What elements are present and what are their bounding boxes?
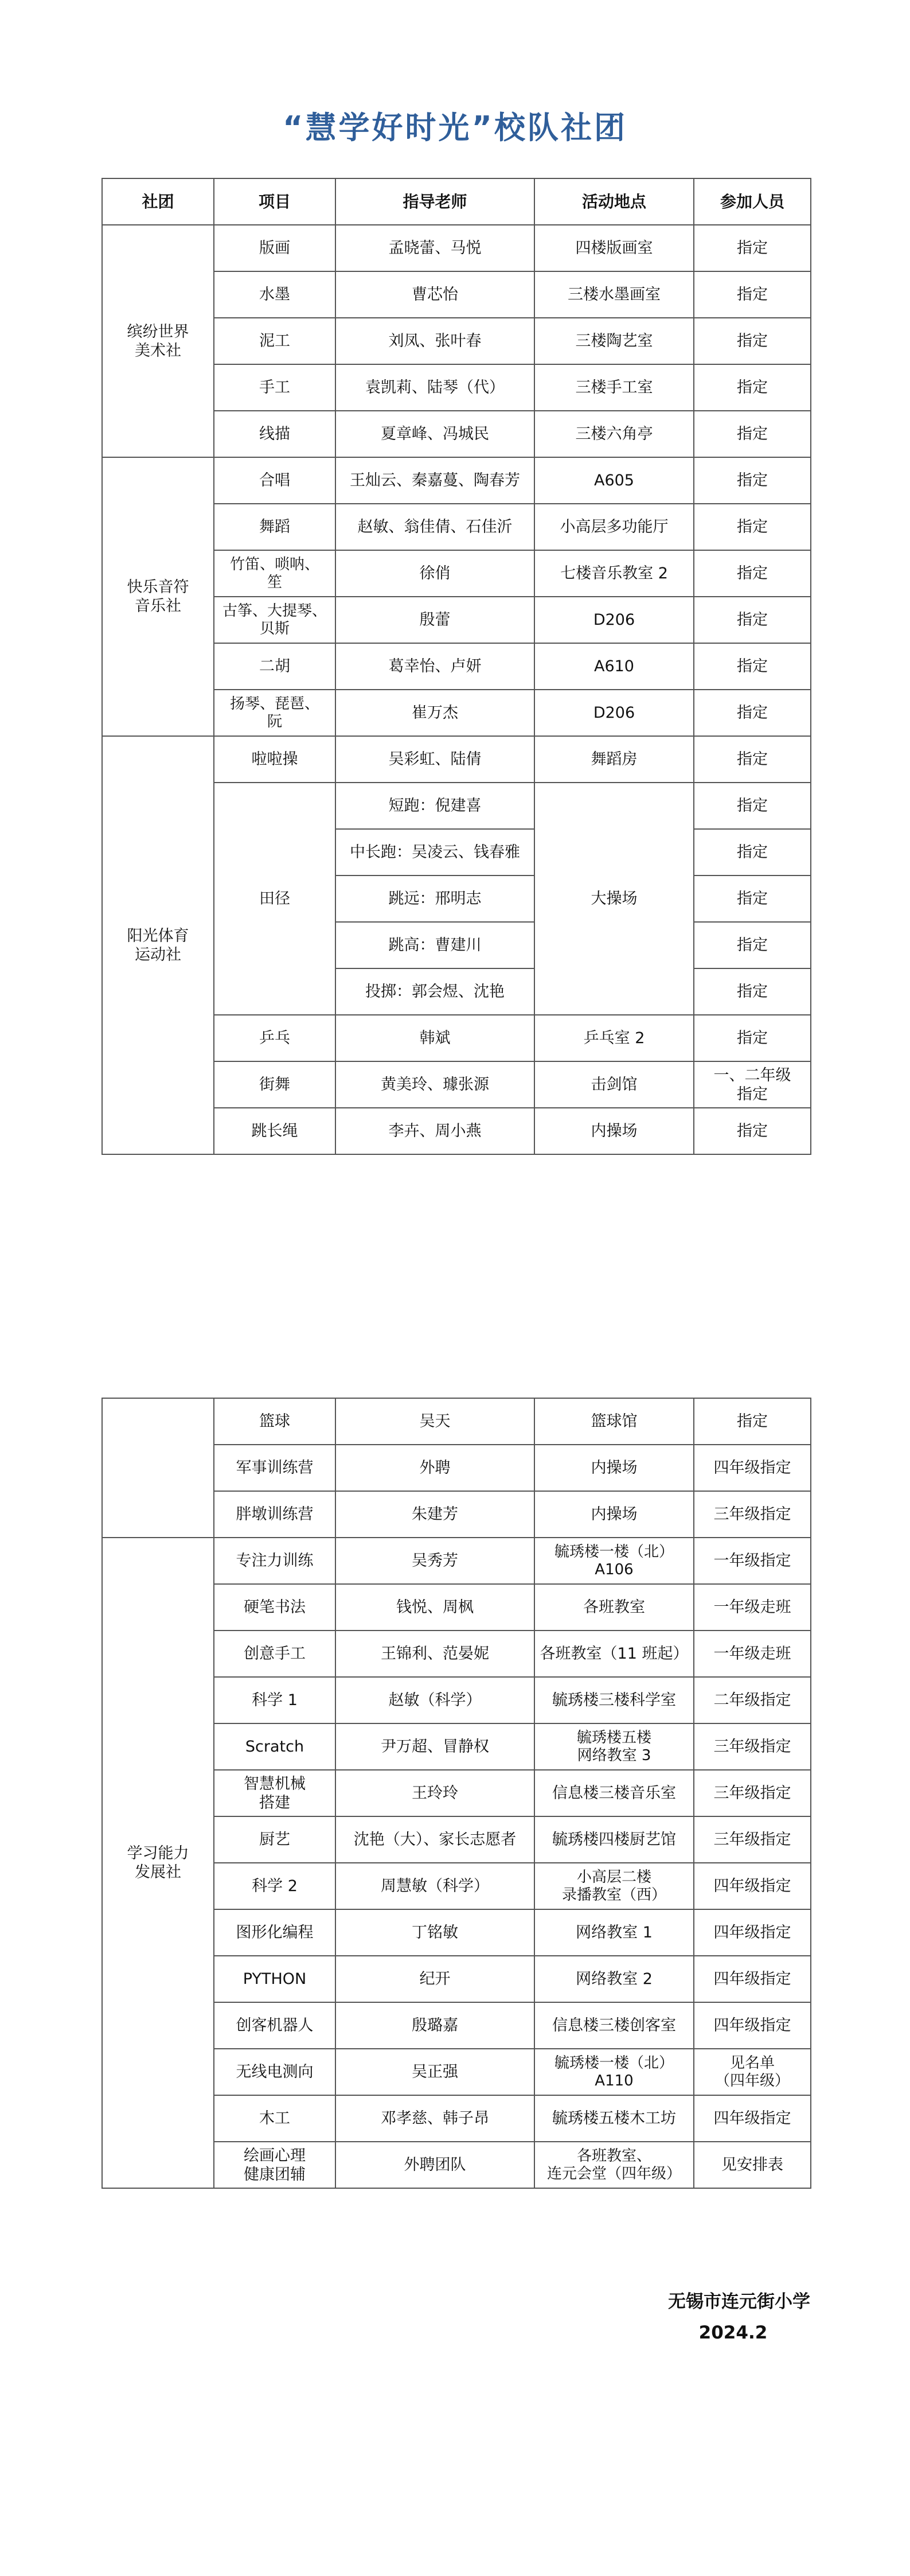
- document-date: 2024.2: [698, 2322, 768, 2343]
- project-cell: 版画: [214, 225, 335, 271]
- table-2-body: [102, 1398, 811, 2188]
- project-cell: 绘画心理 健康团辅: [214, 2142, 335, 2188]
- members-cell: 一年级指定: [694, 1538, 811, 1584]
- location-cell: D206: [534, 690, 694, 736]
- location-cell: 内操场: [534, 1491, 694, 1538]
- project-cell: 二胡: [214, 643, 335, 690]
- project-cell: 古筝、大提琴、 贝斯: [214, 597, 335, 643]
- location-cell: 三楼手工室: [534, 364, 694, 411]
- header-teacher: 指导老师: [335, 178, 534, 225]
- location-cell: A605: [534, 457, 694, 504]
- members-cell: 三年级指定: [694, 1491, 811, 1538]
- members-cell: 指定: [694, 1015, 811, 1061]
- members-cell: 四年级指定: [694, 2002, 811, 2049]
- project-cell: 水墨: [214, 271, 335, 318]
- location-cell: 篮球馆: [534, 1398, 694, 1445]
- members-cell: 指定: [694, 690, 811, 736]
- teacher-cell: 朱建芳: [335, 1491, 534, 1538]
- teacher-cell: 周慧敏（科学）: [335, 1863, 534, 1909]
- location-cell-track: 大操场: [534, 783, 694, 1015]
- project-cell: 线描: [214, 411, 335, 457]
- members-cell: 二年级指定: [694, 1677, 811, 1723]
- club-name-sports: 阳光体育 运动社: [102, 736, 214, 1154]
- club-name-music: 快乐音符 音乐社: [102, 457, 214, 736]
- location-cell: 三楼水墨画室: [534, 271, 694, 318]
- club-name-art: 缤纷世界 美术社: [102, 225, 214, 457]
- members-cell: 指定: [694, 597, 811, 643]
- members-cell: 指定: [694, 875, 811, 922]
- members-cell: 指定: [694, 550, 811, 597]
- location-cell: 各班教室、 连元会堂（四年级）: [534, 2142, 694, 2188]
- location-cell: 毓琇楼一楼（北） A106: [534, 1538, 694, 1584]
- location-cell: 小高层二楼 录播教室（西）: [534, 1863, 694, 1909]
- location-cell: 七楼音乐教室 2: [534, 550, 694, 597]
- location-cell: A610: [534, 643, 694, 690]
- teacher-cell: 吴正强: [335, 2049, 534, 2095]
- project-cell: 泥工: [214, 318, 335, 364]
- project-cell: 专注力训练: [214, 1538, 335, 1584]
- project-cell: 创意手工: [214, 1631, 335, 1677]
- members-cell: 一年级走班: [694, 1584, 811, 1631]
- location-cell: D206: [534, 597, 694, 643]
- members-cell: 四年级指定: [694, 1909, 811, 1956]
- members-cell: 三年级指定: [694, 1723, 811, 1770]
- project-cell: 胖墩训练营: [214, 1491, 335, 1538]
- teacher-cell: 跳远：邢明志: [335, 875, 534, 922]
- location-cell: 内操场: [534, 1445, 694, 1491]
- teacher-cell: 王灿云、秦嘉蔓、陶春芳: [335, 457, 534, 504]
- teacher-cell: 赵敏、翁佳倩、石佳沂: [335, 504, 534, 550]
- teacher-cell: 吴天: [335, 1398, 534, 1445]
- members-cell: 指定: [694, 1108, 811, 1154]
- teacher-cell: 跳高：曹建川: [335, 922, 534, 968]
- teacher-cell: 赵敏（科学）: [335, 1677, 534, 1723]
- header-project: 项目: [214, 178, 335, 225]
- members-cell: 四年级指定: [694, 1863, 811, 1909]
- members-cell: 指定: [694, 736, 811, 783]
- club-table-part-2: [101, 1398, 811, 2189]
- table-row: [102, 225, 811, 271]
- teacher-cell: 短跑：倪建喜: [335, 783, 534, 829]
- location-cell: 毓琇楼一楼（北） A110: [534, 2049, 694, 2095]
- teacher-cell: 纪开: [335, 1956, 534, 2002]
- members-cell: 指定: [694, 318, 811, 364]
- teacher-cell: 袁凯莉、陆琴（代）: [335, 364, 534, 411]
- teacher-cell: 韩斌: [335, 1015, 534, 1061]
- teacher-cell: 吴秀芳: [335, 1538, 534, 1584]
- members-cell: 指定: [694, 504, 811, 550]
- teacher-cell: 中长跑：吴凌云、钱春雅: [335, 829, 534, 875]
- teacher-cell: 尹万超、冒静权: [335, 1723, 534, 1770]
- table-row: [102, 736, 811, 783]
- project-cell: 科学 1: [214, 1677, 335, 1723]
- club-table-part-1: [101, 178, 811, 1155]
- header-row: [102, 178, 811, 225]
- location-cell: 四楼版画室: [534, 225, 694, 271]
- teacher-cell: 外聘团队: [335, 2142, 534, 2188]
- project-cell: 合唱: [214, 457, 335, 504]
- members-cell: 指定: [694, 271, 811, 318]
- members-cell: 一、二年级 指定: [694, 1061, 811, 1108]
- project-cell: 军事训练营: [214, 1445, 335, 1491]
- table-row: [102, 1398, 811, 1445]
- location-cell: 击剑馆: [534, 1061, 694, 1108]
- location-cell: 毓琇楼五楼木工坊: [534, 2095, 694, 2142]
- members-cell: 指定: [694, 643, 811, 690]
- project-cell: 硬笔书法: [214, 1584, 335, 1631]
- members-cell: 指定: [694, 1398, 811, 1445]
- members-cell: 指定: [694, 968, 811, 1015]
- location-cell: 毓琇楼三楼科学室: [534, 1677, 694, 1723]
- members-cell: 指定: [694, 829, 811, 875]
- header-club: 社团: [102, 178, 214, 225]
- location-cell: 舞蹈房: [534, 736, 694, 783]
- teacher-cell: 沈艳（大）、家长志愿者: [335, 1816, 534, 1863]
- members-cell: 三年级指定: [694, 1770, 811, 1816]
- project-cell-track: 田径: [214, 783, 335, 1015]
- members-cell: 指定: [694, 457, 811, 504]
- teacher-cell: 王玲玲: [335, 1770, 534, 1816]
- teacher-cell: 崔万杰: [335, 690, 534, 736]
- members-cell: 四年级指定: [694, 1956, 811, 2002]
- teacher-cell: 邓孝慈、韩子昂: [335, 2095, 534, 2142]
- club-name-sports-continued: [102, 1398, 214, 1538]
- project-cell: 手工: [214, 364, 335, 411]
- project-cell: 创客机器人: [214, 2002, 335, 2049]
- teacher-cell: 夏章峰、冯城民: [335, 411, 534, 457]
- location-cell: 三楼六角亭: [534, 411, 694, 457]
- project-cell: 竹笛、唢呐、 笙: [214, 550, 335, 597]
- project-cell: 跳长绳: [214, 1108, 335, 1154]
- project-cell: 科学 2: [214, 1863, 335, 1909]
- members-cell: 指定: [694, 922, 811, 968]
- teacher-cell: 李卉、周小燕: [335, 1108, 534, 1154]
- teacher-cell: 曹芯怡: [335, 271, 534, 318]
- location-cell: 各班教室（11 班起）: [534, 1631, 694, 1677]
- location-cell: 内操场: [534, 1108, 694, 1154]
- project-cell: 木工: [214, 2095, 335, 2142]
- teacher-cell: 外聘: [335, 1445, 534, 1491]
- members-cell: 见名单 （四年级）: [694, 2049, 811, 2095]
- project-cell: 啦啦操: [214, 736, 335, 783]
- members-cell: 四年级指定: [694, 1445, 811, 1491]
- teacher-cell: 殷蕾: [335, 597, 534, 643]
- project-cell: 舞蹈: [214, 504, 335, 550]
- members-cell: 指定: [694, 225, 811, 271]
- location-cell: 毓琇楼五楼 网络教室 3: [534, 1723, 694, 1770]
- teacher-cell: 徐俏: [335, 550, 534, 597]
- members-cell: 三年级指定: [694, 1816, 811, 1863]
- location-cell: 信息楼三楼创客室: [534, 2002, 694, 2049]
- location-cell: 乒乓室 2: [534, 1015, 694, 1061]
- location-cell: 网络教室 2: [534, 1956, 694, 2002]
- teacher-cell: 黄美玲、璩张源: [335, 1061, 534, 1108]
- members-cell: 指定: [694, 783, 811, 829]
- project-cell: 乒乓: [214, 1015, 335, 1061]
- teacher-cell: 吴彩虹、陆倩: [335, 736, 534, 783]
- project-cell: 无线电测向: [214, 2049, 335, 2095]
- club-name-learning: 学习能力 发展社: [102, 1538, 214, 2188]
- members-cell: 一年级走班: [694, 1631, 811, 1677]
- project-cell: 扬琴、琵琶、 阮: [214, 690, 335, 736]
- teacher-cell: 丁铭敏: [335, 1909, 534, 1956]
- project-cell: 篮球: [214, 1398, 335, 1445]
- page-title: “慧学好时光”校队社团: [283, 110, 627, 146]
- project-cell: 智慧机械 搭建: [214, 1770, 335, 1816]
- members-cell: 见安排表: [694, 2142, 811, 2188]
- project-cell: Scratch: [214, 1723, 335, 1770]
- project-cell: 街舞: [214, 1061, 335, 1108]
- header-location: 活动地点: [534, 178, 694, 225]
- location-cell: 三楼陶艺室: [534, 318, 694, 364]
- members-cell: 四年级指定: [694, 2095, 811, 2142]
- location-cell: 网络教室 1: [534, 1909, 694, 1956]
- members-cell: 指定: [694, 411, 811, 457]
- location-cell: 毓琇楼四楼厨艺馆: [534, 1816, 694, 1863]
- teacher-cell: 投掷：郭会煜、沈艳: [335, 968, 534, 1015]
- table-row: [102, 1538, 811, 1584]
- teacher-cell: 孟晓蕾、马悦: [335, 225, 534, 271]
- location-cell: 信息楼三楼音乐室: [534, 1770, 694, 1816]
- members-cell: 指定: [694, 364, 811, 411]
- teacher-cell: 刘凤、张叶春: [335, 318, 534, 364]
- teacher-cell: 殷璐嘉: [335, 2002, 534, 2049]
- project-cell: 厨艺: [214, 1816, 335, 1863]
- table-row: [102, 457, 811, 504]
- school-name: 无锡市连元街小学: [668, 2291, 810, 2312]
- teacher-cell: 王锦利、范晏妮: [335, 1631, 534, 1677]
- teacher-cell: 钱悦、周枫: [335, 1584, 534, 1631]
- header-members: 参加人员: [694, 178, 811, 225]
- location-cell: 小高层多功能厅: [534, 504, 694, 550]
- project-cell: 图形化编程: [214, 1909, 335, 1956]
- location-cell: 各班教室: [534, 1584, 694, 1631]
- teacher-cell: 葛幸怡、卢妍: [335, 643, 534, 690]
- table-1-body: [102, 178, 811, 1154]
- project-cell: PYTHON: [214, 1956, 335, 2002]
